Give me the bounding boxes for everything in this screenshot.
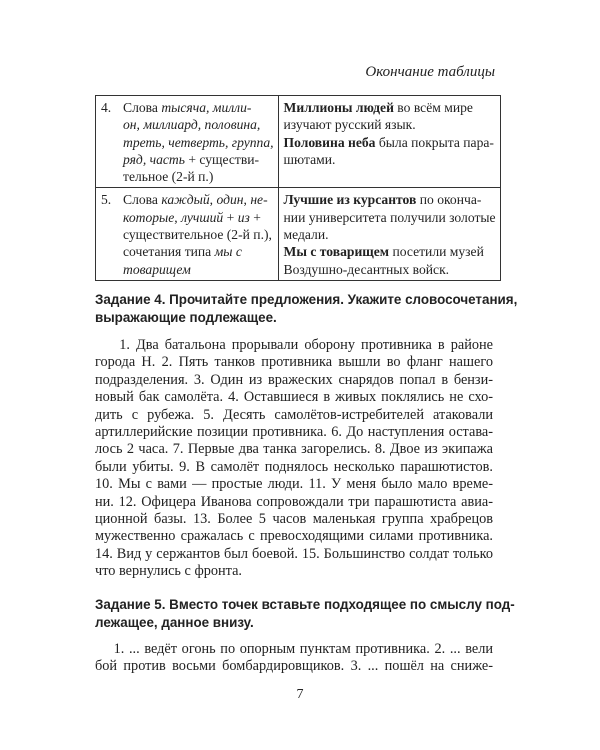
row-number: 4.	[101, 100, 112, 115]
example-cell	[278, 96, 500, 188]
paragraph-line: города Н. 2. Пять танков противника вышли во фланг нашего	[95, 354, 493, 371]
cell-line	[284, 191, 496, 208]
bold-text: Миллионы людей	[283, 100, 394, 115]
text: существительное (2-й п.),	[123, 227, 272, 243]
paragraph-line: дить с рубежа. 5. Десять самолётов-истребителей атаковали	[95, 406, 493, 423]
grammar-table	[95, 95, 501, 281]
text: тельное (2-й п.)	[123, 169, 214, 185]
table-continuation-caption: Окончание таблицы	[365, 64, 495, 80]
text: Слова	[123, 100, 162, 115]
text: по оконча-	[416, 192, 482, 208]
task-4-heading	[95, 291, 518, 327]
italic-text: ряд, часть	[123, 151, 185, 167]
text: ,	[209, 192, 217, 208]
italic-text: он, миллиард, половина,	[123, 117, 261, 133]
cell-line	[101, 134, 274, 151]
paragraph-line: 10. Мы с вами — простые люди. 11. У меня было мало време-	[95, 476, 493, 493]
italic-text: лучший	[181, 209, 224, 225]
bold-text: Половина неба	[283, 134, 376, 150]
italic-text: каждый	[161, 192, 210, 208]
italic-text: не-	[250, 192, 268, 208]
text: ,	[243, 192, 251, 208]
italic-text: которые	[123, 209, 175, 225]
cell-line	[284, 209, 496, 226]
cell-line	[101, 99, 274, 116]
table-row	[96, 96, 501, 188]
heading-line: Задание 5. Вместо точек вставьте подходящее по смыслу под-	[95, 597, 515, 612]
italic-text: тысяча, милли-	[161, 100, 252, 115]
heading-line: лежащее, данное внизу.	[95, 615, 254, 630]
text: была покрыта пара-	[375, 134, 494, 150]
cell-line	[284, 151, 496, 168]
text: Воздушно-десантных войск.	[283, 261, 450, 277]
table-row	[96, 188, 501, 280]
bold-text: Лучшие из курсантов	[283, 192, 417, 208]
text: медали.	[283, 227, 329, 243]
text: + существи-	[184, 151, 260, 167]
cell-line	[101, 209, 274, 226]
text: Слова	[123, 192, 162, 208]
text: изучают русский язык.	[283, 117, 416, 133]
cell-line	[101, 226, 274, 243]
cell-line	[101, 168, 274, 185]
cell-line	[101, 243, 274, 260]
paragraph-line: мужественно сражалась с превосходящими силами противника.	[95, 528, 493, 545]
cell-line	[284, 99, 496, 116]
italic-text: треть, четверть, группа,	[123, 134, 274, 150]
bold-text: Мы с товарищем	[283, 244, 390, 260]
text: шютами.	[283, 151, 336, 167]
text: посетили музей	[389, 244, 484, 260]
paragraph-line: 14. Вид у сержантов был боевой. 15. Большинство солдат только	[95, 545, 493, 562]
paragraph-line: 1. ... ведёт огонь по опорным пунктам противника. 2. ... вели	[95, 641, 493, 657]
heading-line: Задание 4. Прочитайте предложения. Укажите словосочетания,	[95, 292, 518, 307]
page-number: 7	[296, 687, 304, 702]
paragraph-line: ционной базы. 13. Более 5 часов маленькая группа храбрецов	[95, 511, 493, 528]
paragraph-line: 1. Два батальона прорывали оборону противника в районе	[95, 337, 493, 353]
paragraph-line: ни. 12. Офицера Иванова сопровождали три парашютиста авиа-	[95, 493, 493, 510]
paragraph-line: были убиты. 9. В самолёт поднялось несколько парашютистов.	[95, 458, 493, 475]
cell-line	[284, 261, 496, 278]
italic-text: из	[237, 209, 250, 225]
text: во всём мире	[393, 100, 473, 115]
paragraph-line: подразделения. 3. Один из вражеских снарядов попал в бензи-	[95, 371, 493, 388]
italic-text: мы с	[214, 244, 242, 260]
example-cell	[278, 188, 500, 280]
paragraph-line: артиллерийские позиции противника. 6. До наступления остава-	[95, 424, 493, 441]
task-5-sentences	[95, 641, 493, 676]
cell-line	[101, 151, 274, 168]
text: +	[249, 209, 261, 225]
task-5-heading	[95, 596, 515, 632]
cell-line	[284, 226, 496, 243]
row-number: 5.	[101, 192, 112, 208]
cell-line	[101, 261, 274, 278]
cell-line	[101, 116, 274, 133]
cell-line	[284, 243, 496, 260]
cell-line	[284, 116, 496, 133]
rule-cell	[96, 96, 279, 188]
text: сочетания типа	[123, 244, 215, 260]
paragraph-line: новый бак самолёта. 4. Оставшиеся в живых поклялись не схо-	[95, 389, 493, 406]
italic-text: товарищем	[123, 261, 191, 277]
italic-text: один	[216, 192, 244, 208]
rule-cell	[96, 188, 279, 280]
paragraph-line: что вернулись с фронта.	[95, 563, 243, 580]
text: ,	[174, 209, 182, 225]
paragraph-line: лось 2 часа. 7. Первые два танка загорелись. 8. Двое из экипажа	[95, 441, 493, 458]
text: +	[223, 209, 238, 225]
text: нии университета получили золотые	[283, 209, 496, 225]
paragraph-line: бой против восьми бомбардировщиков. 3. ... пошёл на сниже-	[95, 658, 493, 675]
heading-line: выражающие подлежащее.	[95, 310, 277, 325]
cell-line	[101, 191, 274, 208]
task-4-sentences	[95, 337, 493, 581]
cell-line	[284, 134, 496, 151]
